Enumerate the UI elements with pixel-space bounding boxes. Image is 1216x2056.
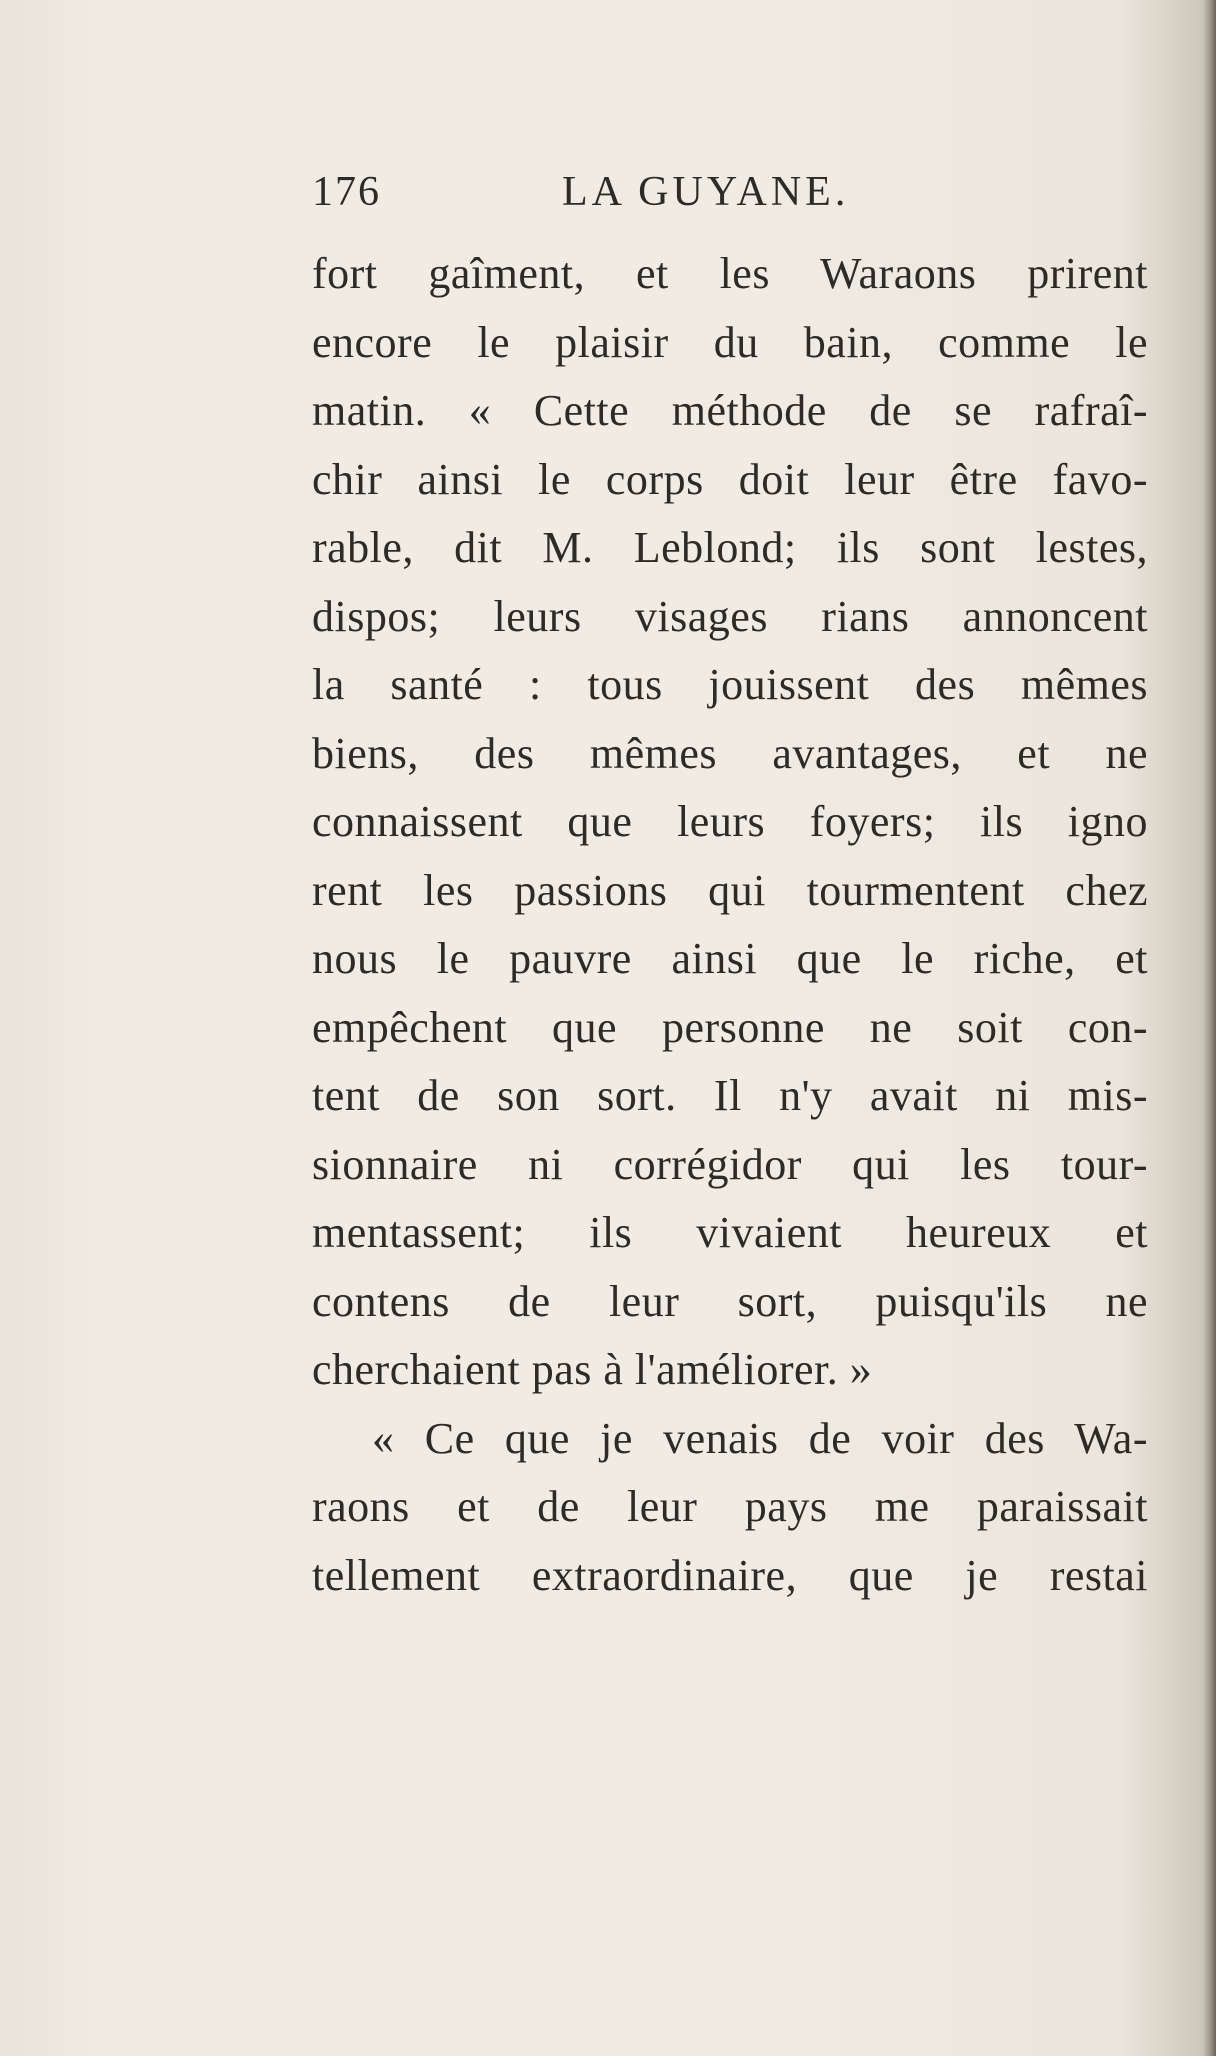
page-edge-shadow bbox=[1202, 0, 1216, 2056]
text-line: rable, dit M. Leblond; ils sont lestes, bbox=[312, 523, 1148, 572]
text-line: rent les passions qui tourmentent chez bbox=[312, 865, 1148, 915]
page-number: 176 bbox=[312, 169, 381, 215]
text-line: tellement extraordinaire, que je restai bbox=[312, 1550, 1148, 1600]
text-line: dispos; leurs visages rians annoncent bbox=[312, 591, 1148, 641]
text-line: connaissent que leurs foyers; ils igno bbox=[312, 797, 1148, 846]
text-line: cherchaient pas à l'améliorer. » bbox=[312, 1345, 873, 1394]
text-line: la santé : tous jouissent des mêmes bbox=[312, 660, 1148, 709]
text-line: tent de son sort. Il n'y avait ni mis- bbox=[312, 1071, 1148, 1120]
text-line: biens, des mêmes avantages, et ne bbox=[312, 728, 1148, 778]
text-line: mentassent; ils vivaient heureux et bbox=[312, 1208, 1148, 1257]
text-line: encore le plaisir du bain, comme le bbox=[312, 317, 1148, 367]
text-line: matin. « Cette méthode de se rafraî- bbox=[312, 386, 1148, 435]
text-line: fort gaîment, et les Waraons prirent bbox=[312, 249, 1148, 298]
running-title: LA GUYANE. bbox=[562, 169, 850, 215]
text-line: nous le pauvre ainsi que le riche, et bbox=[312, 934, 1148, 983]
text-line: empêchent que personne ne soit con- bbox=[312, 1002, 1148, 1052]
text-line: contens de leur sort, puisqu'ils ne bbox=[312, 1276, 1148, 1326]
page-header bbox=[312, 168, 912, 228]
body-text bbox=[312, 240, 1148, 1610]
text-line: « Ce que je venais de voir des Wa- bbox=[372, 1413, 1148, 1463]
text-line: chir ainsi le corps doit leur être favo- bbox=[312, 454, 1148, 504]
text-line: raons et de leur pays me paraissait bbox=[312, 1482, 1148, 1531]
text-line: sionnaire ni corrégidor qui les tour- bbox=[312, 1139, 1148, 1189]
